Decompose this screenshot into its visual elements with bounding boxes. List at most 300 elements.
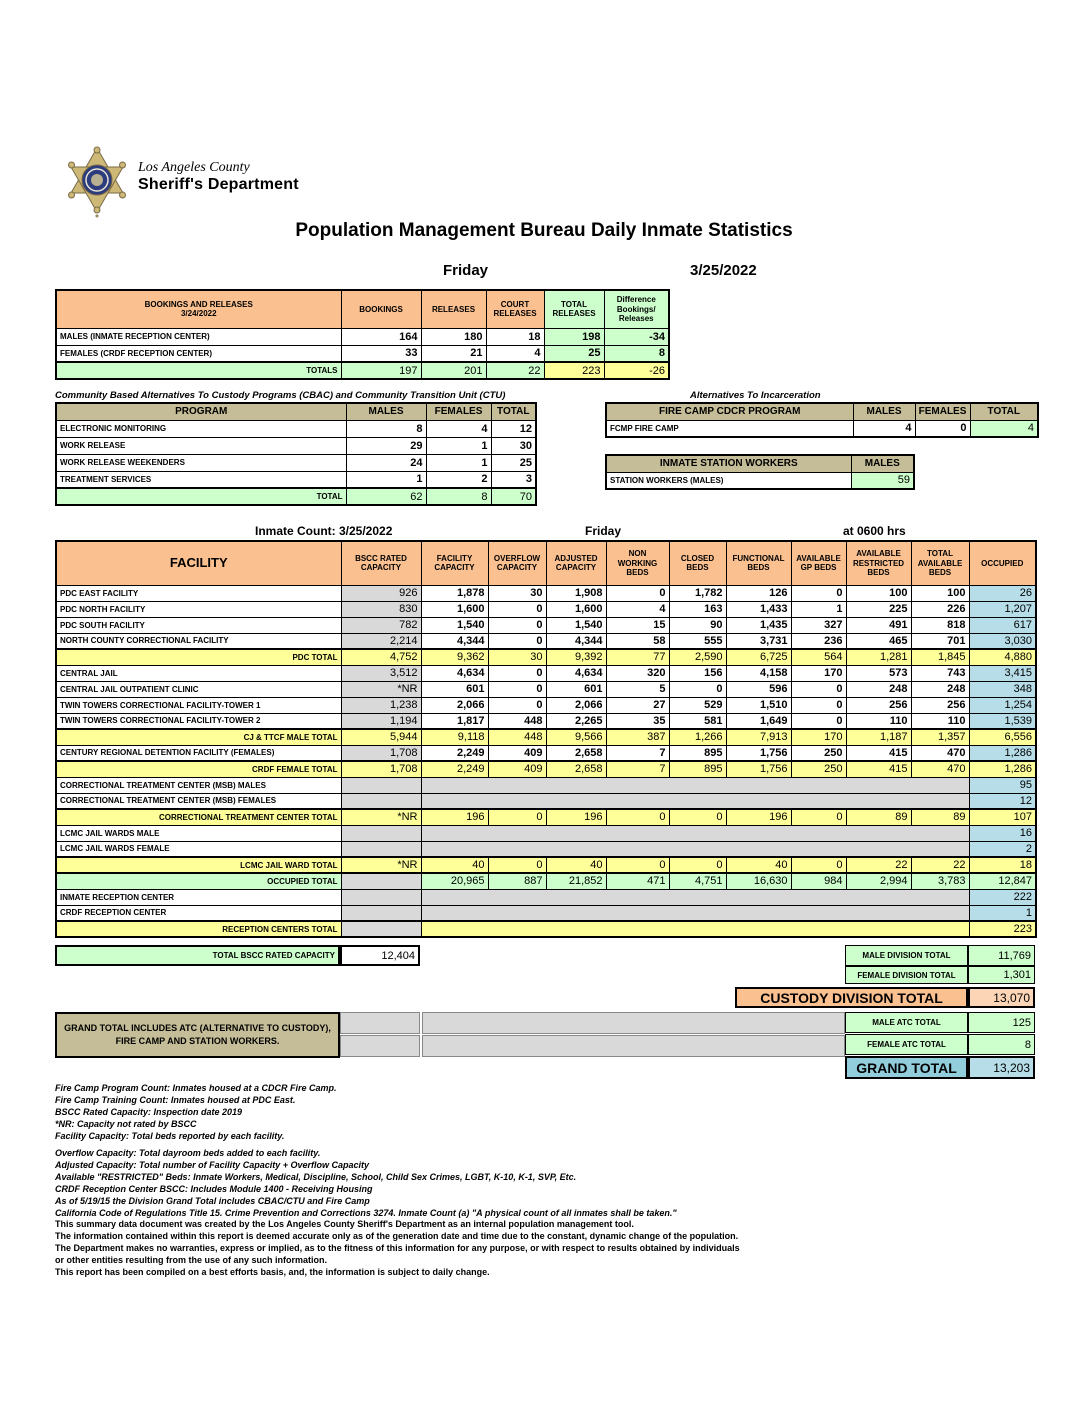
empty-cell xyxy=(340,1035,420,1057)
value-cell: 180 xyxy=(421,328,486,345)
value-cell: 448 xyxy=(488,713,546,729)
value-cell: 2,066 xyxy=(546,697,606,713)
column-header: FEMALES xyxy=(426,403,491,420)
total-value-cell: 415 xyxy=(846,761,911,777)
value-cell: 1,510 xyxy=(726,697,791,713)
facility-row xyxy=(56,921,1036,937)
female-atc-total-value: 8 xyxy=(968,1034,1035,1055)
text-line: As of 5/19/15 the Division Grand Total includes CBAC/CTU and Fire Camp xyxy=(55,1196,370,1206)
totals-label: CJ & TTCF MALE TOTAL xyxy=(56,729,341,745)
inmate-count-day: Friday xyxy=(585,524,622,538)
occupied-cell: 16 xyxy=(969,825,1036,841)
cbac-row xyxy=(56,420,536,437)
total-value-cell: 1,708 xyxy=(341,761,421,777)
total-value-cell: 197 xyxy=(341,362,421,379)
total-value-cell: 409 xyxy=(488,761,546,777)
total-value-cell: 7,913 xyxy=(726,729,791,745)
empty-cell xyxy=(340,1012,420,1034)
text-line: Fire Camp Training Count: Inmates housed at PDC East. xyxy=(55,1095,296,1105)
column-header: FUNCTIONAL BEDS xyxy=(726,541,791,585)
text-line: *NR: Capacity not rated by BSCC xyxy=(55,1119,197,1129)
total-value-cell: 21,852 xyxy=(546,873,606,889)
value-cell: 2,214 xyxy=(341,633,421,649)
female-division-total-row xyxy=(55,966,1035,987)
value-cell: 0 xyxy=(488,697,546,713)
text-line: Facility Capacity: Total beds reported by each facility. xyxy=(55,1131,285,1141)
facility-row xyxy=(56,729,1036,745)
value-cell: 1,756 xyxy=(726,745,791,761)
row-label: WORK RELEASE WEEKENDERS xyxy=(56,454,346,471)
value-cell: 409 xyxy=(488,745,546,761)
total-value-cell: 9,566 xyxy=(546,729,606,745)
value-cell: 256 xyxy=(846,697,911,713)
bookings-row xyxy=(56,328,669,345)
total-value-cell: 6,725 xyxy=(726,649,791,665)
total-value-cell: 12,847 xyxy=(969,873,1036,889)
facility-row xyxy=(56,601,1036,617)
totals-label: CRDF FEMALE TOTAL xyxy=(56,761,341,777)
value-cell: 4,158 xyxy=(726,665,791,681)
total-value-cell: 5,944 xyxy=(341,729,421,745)
empty-cell xyxy=(341,889,421,905)
column-header: FIRE CAMP CDCR PROGRAM xyxy=(606,403,853,420)
value-cell: 256 xyxy=(911,697,969,713)
value-cell: 100 xyxy=(846,585,911,601)
total-value-cell: 9,392 xyxy=(546,649,606,665)
text-line: This report has been compiled on a best efforts basis, and, the information is subject to daily change. xyxy=(55,1267,490,1277)
agency-dept: Sheriff's Department xyxy=(138,176,299,193)
value-cell: 1 xyxy=(346,471,426,488)
empty-cell xyxy=(341,905,421,921)
custody-division-total-label: CUSTODY DIVISION TOTAL xyxy=(735,987,968,1008)
value-cell: 30 xyxy=(491,437,536,454)
bookings-title: BOOKINGS AND RELEASES xyxy=(144,300,253,310)
value-cell: 4,634 xyxy=(546,665,606,681)
occupied-cell: 95 xyxy=(969,777,1036,793)
row-label: WORK RELEASE xyxy=(56,437,346,454)
total-value-cell: 7 xyxy=(606,761,669,777)
value-cell: 1,708 xyxy=(341,745,421,761)
value-cell: 110 xyxy=(911,713,969,729)
total-value-cell: 2,249 xyxy=(421,761,488,777)
column-header: CLOSED BEDS xyxy=(669,541,726,585)
sheriff-star-icon xyxy=(64,146,130,218)
value-cell: 581 xyxy=(669,713,726,729)
value-cell: 226 xyxy=(911,601,969,617)
value-cell: 1,207 xyxy=(969,601,1036,617)
fire-camp-header-row xyxy=(606,403,1038,420)
value-cell: 4,634 xyxy=(421,665,488,681)
facility-row xyxy=(56,713,1036,729)
value-cell: 4,344 xyxy=(546,633,606,649)
facility-row xyxy=(56,681,1036,697)
row-label: FCMP FIRE CAMP xyxy=(606,420,853,437)
value-cell: 59 xyxy=(851,472,914,489)
value-cell: 58 xyxy=(606,633,669,649)
bscc-total-row xyxy=(55,945,1035,966)
value-cell: 1,433 xyxy=(726,601,791,617)
facility-row xyxy=(56,777,1036,793)
total-value-cell: 1,756 xyxy=(726,761,791,777)
text-line: CRDF Reception Center BSCC: Includes Module 1400 - Receiving Housing xyxy=(55,1184,373,1194)
row-label: TWIN TOWERS CORRECTIONAL FACILITY-TOWER 1 xyxy=(56,697,341,713)
merged-empty-cell xyxy=(421,905,969,921)
total-value-cell: 471 xyxy=(606,873,669,889)
row-label: CRDF RECEPTION CENTER xyxy=(56,905,341,921)
row-label: TWIN TOWERS CORRECTIONAL FACILITY-TOWER 2 xyxy=(56,713,341,729)
value-cell: 601 xyxy=(421,681,488,697)
merged-empty-cell xyxy=(421,793,969,809)
inmate-count-time: at 0600 hrs xyxy=(843,524,906,538)
row-label: LCMC JAIL WARDS MALE xyxy=(56,825,341,841)
value-cell: 0 xyxy=(791,713,846,729)
bscc-total-value: 12,404 xyxy=(340,945,420,966)
value-cell: 601 xyxy=(546,681,606,697)
occupied-cell: 223 xyxy=(969,921,1036,937)
bookings-header-row xyxy=(56,290,669,328)
value-cell: *NR xyxy=(341,681,421,697)
value-cell: 1 xyxy=(791,601,846,617)
facility-row xyxy=(56,585,1036,601)
value-cell: 1 xyxy=(426,437,491,454)
value-cell: 8 xyxy=(346,420,426,437)
occupied-cell: 2 xyxy=(969,841,1036,857)
total-value-cell: *NR xyxy=(341,857,421,873)
column-header: FACILITY CAPACITY xyxy=(421,541,488,585)
total-value-cell: 1,266 xyxy=(669,729,726,745)
row-label: INMATE RECEPTION CENTER xyxy=(56,889,341,905)
total-value-cell: 9,118 xyxy=(421,729,488,745)
total-value-cell: 40 xyxy=(726,857,791,873)
totals-label: TOTAL xyxy=(56,488,346,505)
value-cell: 926 xyxy=(341,585,421,601)
text-line: This summary data document was created by the Los Angeles County Sheriff's Department as an internal population management tool. xyxy=(55,1219,634,1229)
value-cell: -34 xyxy=(604,328,669,345)
total-value-cell: 2,658 xyxy=(546,761,606,777)
value-cell: 1,238 xyxy=(341,697,421,713)
facility-row xyxy=(56,617,1036,633)
value-cell: 33 xyxy=(341,345,421,362)
value-cell: 0 xyxy=(488,617,546,633)
grand-total-label: GRAND TOTAL xyxy=(845,1056,968,1079)
row-label: CORRECTIONAL TREATMENT CENTER (MSB) MALES xyxy=(56,777,341,793)
value-cell: 1,254 xyxy=(969,697,1036,713)
row-label: PDC NORTH FACILITY xyxy=(56,601,341,617)
total-value-cell: 196 xyxy=(726,809,791,825)
total-value-cell: 448 xyxy=(488,729,546,745)
facility-row xyxy=(56,889,1036,905)
total-value-cell: 887 xyxy=(488,873,546,889)
facility-row xyxy=(56,905,1036,921)
totals-label: CORRECTIONAL TREATMENT CENTER TOTAL xyxy=(56,809,341,825)
merged-empty-cell xyxy=(421,825,969,841)
column-header: BOOKINGS xyxy=(341,290,421,328)
facility-row xyxy=(56,665,1036,681)
station-workers-table xyxy=(605,454,915,490)
custody-division-total-value: 13,070 xyxy=(968,987,1035,1008)
value-cell: 0 xyxy=(669,681,726,697)
total-value-cell: 3,783 xyxy=(911,873,969,889)
value-cell: 348 xyxy=(969,681,1036,697)
empty-cell xyxy=(341,921,421,937)
value-cell: 701 xyxy=(911,633,969,649)
cbac-row xyxy=(56,437,536,454)
empty-cell xyxy=(341,841,421,857)
value-cell: 100 xyxy=(911,585,969,601)
value-cell: 1,649 xyxy=(726,713,791,729)
row-label: LCMC JAIL WARDS FEMALE xyxy=(56,841,341,857)
column-header: AVAILABLE GP BEDS xyxy=(791,541,846,585)
footnotes xyxy=(55,1082,677,1219)
value-cell: 163 xyxy=(669,601,726,617)
column-header: ADJUSTED CAPACITY xyxy=(546,541,606,585)
value-cell: 2,265 xyxy=(546,713,606,729)
facility-row xyxy=(56,745,1036,761)
value-cell: 3,030 xyxy=(969,633,1036,649)
occupied-cell: 222 xyxy=(969,889,1036,905)
totals-label: RECEPTION CENTERS TOTAL xyxy=(56,921,341,937)
total-value-cell: 0 xyxy=(488,809,546,825)
value-cell: 1,908 xyxy=(546,585,606,601)
column-header: Difference Bookings/ Releases xyxy=(604,290,669,328)
value-cell: 25 xyxy=(491,454,536,471)
total-value-cell xyxy=(341,873,421,889)
value-cell: 15 xyxy=(606,617,669,633)
male-atc-total-value: 125 xyxy=(968,1012,1035,1033)
value-cell: 25 xyxy=(544,345,604,362)
total-value-cell: 22 xyxy=(846,857,911,873)
text-line: The Department makes no warranties, express or implied, as to the fitness of this information for any purpose, or with respect to results obtained by individuals xyxy=(55,1243,740,1253)
value-cell: 248 xyxy=(846,681,911,697)
value-cell: 21 xyxy=(421,345,486,362)
total-value-cell: 30 xyxy=(488,649,546,665)
column-header: PROGRAM xyxy=(56,403,346,420)
facility-row xyxy=(56,793,1036,809)
cbac-totals-row xyxy=(56,488,536,505)
male-division-total-label: MALE DIVISION TOTAL xyxy=(845,945,968,966)
value-cell: 18 xyxy=(486,328,544,345)
value-cell: 250 xyxy=(791,745,846,761)
value-cell: 27 xyxy=(606,697,669,713)
column-header: TOTAL xyxy=(491,403,536,420)
total-value-cell: 0 xyxy=(669,809,726,825)
value-cell: 164 xyxy=(341,328,421,345)
facility-header-row xyxy=(56,541,1036,585)
value-cell: 1,782 xyxy=(669,585,726,601)
column-header: NON WORKING BEDS xyxy=(606,541,669,585)
value-cell: 2,658 xyxy=(546,745,606,761)
merged-empty-cell xyxy=(421,921,969,937)
total-value-cell: 0 xyxy=(791,857,846,873)
totals-label: TOTALS xyxy=(56,362,341,379)
fire-camp-row xyxy=(606,420,1038,437)
facility-row xyxy=(56,809,1036,825)
facility-row xyxy=(56,873,1036,889)
female-atc-total-label: FEMALE ATC TOTAL xyxy=(845,1034,968,1055)
total-value-cell: 895 xyxy=(669,761,726,777)
value-cell: 126 xyxy=(726,585,791,601)
facility-row xyxy=(56,841,1036,857)
value-cell: 4 xyxy=(486,345,544,362)
column-header: FACILITY xyxy=(56,541,341,585)
value-cell: 782 xyxy=(341,617,421,633)
total-value-cell: 1,281 xyxy=(846,649,911,665)
text-line: Overflow Capacity: Total dayroom beds added to each facility. xyxy=(55,1148,321,1158)
value-cell: 415 xyxy=(846,745,911,761)
text-line: California Code of Regulations Title 15. Crime Prevention and Corrections 3274. Inmate Count (a) "A physical count of all inmates shall be taken." xyxy=(55,1208,677,1218)
empty-cell xyxy=(341,777,421,793)
total-value-cell: 470 xyxy=(911,761,969,777)
total-value-cell: 77 xyxy=(606,649,669,665)
facility-row xyxy=(56,825,1036,841)
text-line: Available "RESTRICTED" Beds: Inmate Workers, Medical, Discipline, School, Child Sex Crimes, LGBT, K-10, K-1, SVP, Etc. xyxy=(55,1172,577,1182)
total-value-cell: 201 xyxy=(421,362,486,379)
total-value-cell: 0 xyxy=(791,809,846,825)
total-value-cell: 18 xyxy=(969,857,1036,873)
cbac-header-row xyxy=(56,403,536,420)
row-label: CENTURY REGIONAL DETENTION FACILITY (FEMALES) xyxy=(56,745,341,761)
value-cell: 170 xyxy=(791,665,846,681)
column-header: RELEASES xyxy=(421,290,486,328)
value-cell: 596 xyxy=(726,681,791,697)
bookings-releases-table xyxy=(55,289,670,380)
total-value-cell: 40 xyxy=(421,857,488,873)
value-cell: 1,194 xyxy=(341,713,421,729)
empty-cell xyxy=(422,1035,845,1057)
bookings-row xyxy=(56,345,669,362)
value-cell: 830 xyxy=(341,601,421,617)
total-value-cell: 62 xyxy=(346,488,426,505)
alternatives-title: Alternatives To Incarceration xyxy=(690,390,821,401)
occupied-cell: 1 xyxy=(969,905,1036,921)
bookings-totals-row xyxy=(56,362,669,379)
value-cell: 236 xyxy=(791,633,846,649)
cbac-title: Community Based Alternatives To Custody Programs (CBAC) and Community Transition Unit (CTU) xyxy=(55,390,506,401)
column-header: TOTAL RELEASES xyxy=(544,290,604,328)
value-cell: 156 xyxy=(669,665,726,681)
value-cell: 470 xyxy=(911,745,969,761)
inmate-count-label: Inmate Count: 3/25/2022 xyxy=(255,524,393,538)
value-cell: 3 xyxy=(491,471,536,488)
row-label: ELECTRONIC MONITORING xyxy=(56,420,346,437)
value-cell: 3,415 xyxy=(969,665,1036,681)
total-value-cell: 2,590 xyxy=(669,649,726,665)
column-header: FEMALES xyxy=(915,403,970,420)
value-cell: 4 xyxy=(970,420,1038,437)
disclaimer xyxy=(55,1218,740,1278)
page-title: Population Management Bureau Daily Inmate Statistics xyxy=(295,220,793,241)
total-value-cell: 70 xyxy=(491,488,536,505)
value-cell: 4 xyxy=(606,601,669,617)
value-cell: 491 xyxy=(846,617,911,633)
value-cell: 1,600 xyxy=(421,601,488,617)
column-header: COURT RELEASES xyxy=(486,290,544,328)
row-label: CENTRAL JAIL xyxy=(56,665,341,681)
column-header: INMATE STATION WORKERS xyxy=(606,455,851,472)
value-cell: 7 xyxy=(606,745,669,761)
total-value-cell: 564 xyxy=(791,649,846,665)
value-cell: 90 xyxy=(669,617,726,633)
occupied-cell: 12 xyxy=(969,793,1036,809)
row-label: TREATMENT SERVICES xyxy=(56,471,346,488)
grand-total-note: GRAND TOTAL INCLUDES ATC (ALTERNATIVE TO CUSTODY), FIRE CAMP AND STATION WORKERS. xyxy=(55,1012,340,1058)
facility-row xyxy=(56,649,1036,665)
value-cell: 1,600 xyxy=(546,601,606,617)
row-label: PDC SOUTH FACILITY xyxy=(56,617,341,633)
agency-header xyxy=(64,146,299,218)
total-value-cell: 1,845 xyxy=(911,649,969,665)
value-cell: 895 xyxy=(669,745,726,761)
row-label: STATION WORKERS (MALES) xyxy=(606,472,851,489)
value-cell: 0 xyxy=(915,420,970,437)
value-cell: 26 xyxy=(969,585,1036,601)
text-line: Fire Camp Program Count: Inmates housed at a CDCR Fire Camp. xyxy=(55,1083,337,1093)
value-cell: 1,539 xyxy=(969,713,1036,729)
value-cell: 12 xyxy=(491,420,536,437)
facility-row xyxy=(56,761,1036,777)
value-cell: 2,066 xyxy=(421,697,488,713)
value-cell: 2 xyxy=(426,471,491,488)
total-value-cell: 22 xyxy=(911,857,969,873)
value-cell: 248 xyxy=(911,681,969,697)
empty-cell xyxy=(341,825,421,841)
value-cell: 0 xyxy=(791,697,846,713)
value-cell: 529 xyxy=(669,697,726,713)
total-value-cell: 9,362 xyxy=(421,649,488,665)
value-cell: 4,344 xyxy=(421,633,488,649)
total-value-cell: 196 xyxy=(546,809,606,825)
facility-row xyxy=(56,857,1036,873)
totals-label: OCCUPIED TOTAL xyxy=(56,873,341,889)
merged-empty-cell xyxy=(421,889,969,905)
row-label: CORRECTIONAL TREATMENT CENTER (MSB) FEMALES xyxy=(56,793,341,809)
value-cell: 8 xyxy=(604,345,669,362)
value-cell: 1,540 xyxy=(421,617,488,633)
value-cell: 0 xyxy=(488,681,546,697)
station-workers-row xyxy=(606,472,914,489)
total-value-cell: 16,630 xyxy=(726,873,791,889)
row-label: NORTH COUNTY CORRECTIONAL FACILITY xyxy=(56,633,341,649)
total-value-cell: 1,357 xyxy=(911,729,969,745)
merged-empty-cell xyxy=(421,777,969,793)
value-cell: 225 xyxy=(846,601,911,617)
text-line: The information contained within this report is deemed accurate only as of the generation date and time due to the constant, dynamic change of the population. xyxy=(55,1231,739,1241)
value-cell: 465 xyxy=(846,633,911,649)
value-cell: 35 xyxy=(606,713,669,729)
report-date: 3/25/2022 xyxy=(690,262,757,279)
total-value-cell: 0 xyxy=(606,857,669,873)
total-value-cell: 387 xyxy=(606,729,669,745)
value-cell: 1,878 xyxy=(421,585,488,601)
value-cell: 573 xyxy=(846,665,911,681)
grand-total-value: 13,203 xyxy=(968,1056,1035,1079)
total-value-cell: 223 xyxy=(544,362,604,379)
female-division-total-value: 1,301 xyxy=(968,966,1035,984)
value-cell: 3,731 xyxy=(726,633,791,649)
column-header: MALES xyxy=(853,403,915,420)
value-cell: 320 xyxy=(606,665,669,681)
value-cell: 24 xyxy=(346,454,426,471)
value-cell: 0 xyxy=(791,681,846,697)
agency-county: Los Angeles County xyxy=(138,160,250,175)
total-value-cell: 4,752 xyxy=(341,649,421,665)
bookings-date: 3/24/2022 xyxy=(180,309,217,319)
totals-label: LCMC JAIL WARD TOTAL xyxy=(56,857,341,873)
total-value-cell: 6,556 xyxy=(969,729,1036,745)
text-line: BSCC Rated Capacity: Inspection date 2019 xyxy=(55,1107,243,1117)
value-cell: 0 xyxy=(488,633,546,649)
empty-cell xyxy=(422,1012,845,1034)
